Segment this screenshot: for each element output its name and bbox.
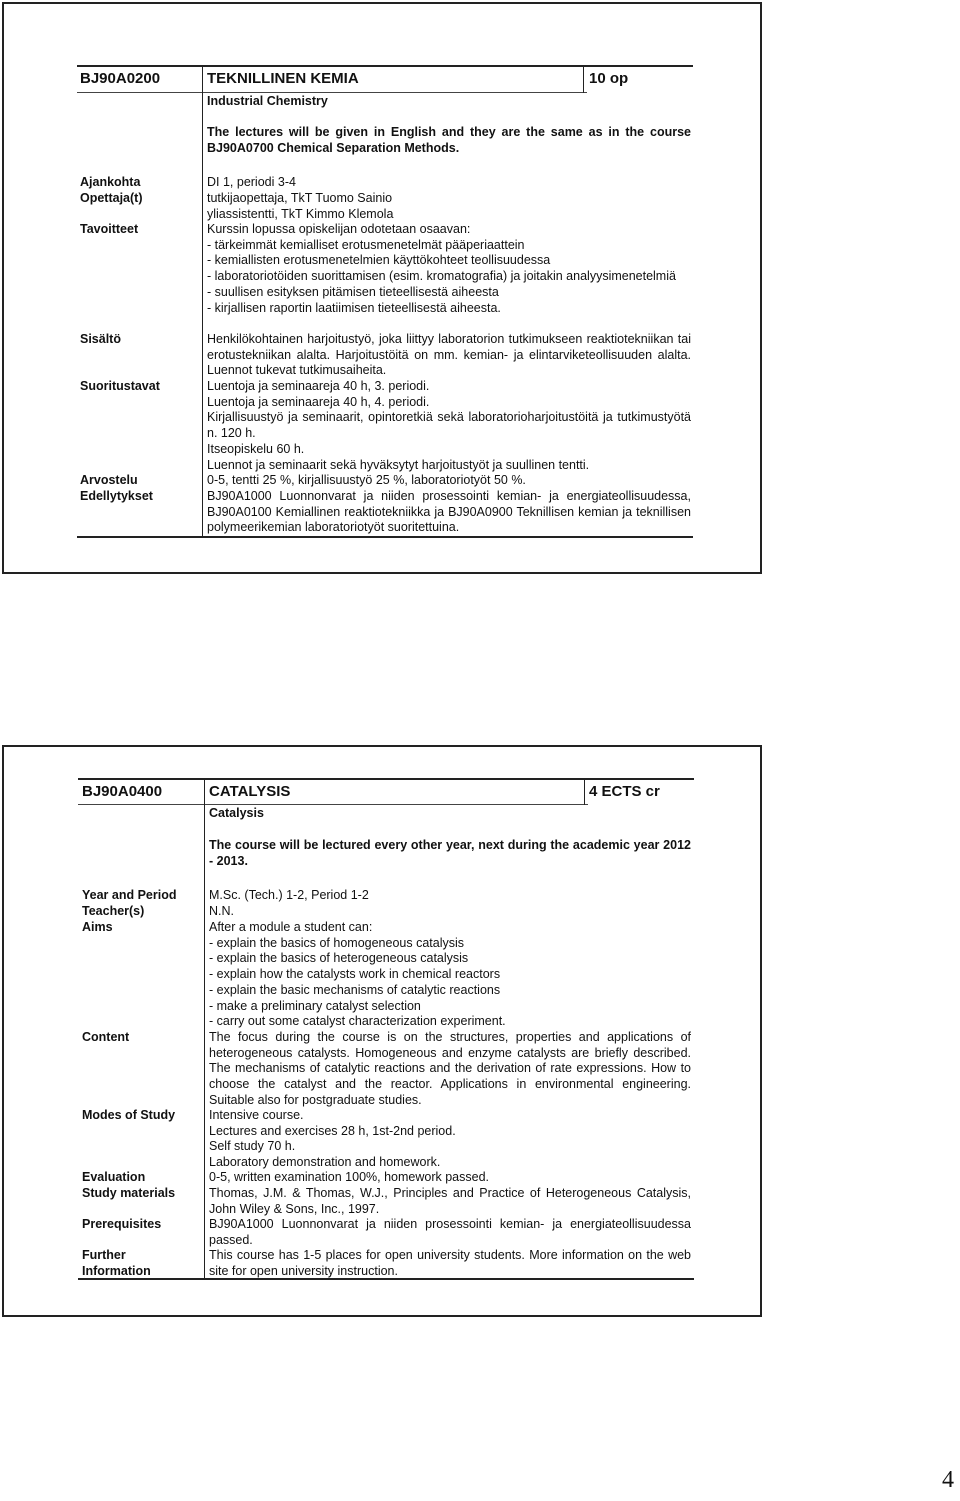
value-line: Lectures and exercises 28 h, 1st-2nd period. bbox=[209, 1123, 456, 1138]
value-line: Kurssin lopussa opiskelijan odotetaan osaavan: bbox=[207, 222, 471, 236]
value-line: Luentoja ja seminaareja 40 h, 3. periodi. bbox=[207, 379, 430, 393]
value-line: 0-5, tentti 25 %, kirjallisuustyö 25 %, laboratoriotyöt 50 %. bbox=[207, 473, 526, 487]
value-line: Intensive course. bbox=[209, 1108, 304, 1122]
row-label: Opettaja(t) bbox=[80, 191, 143, 205]
course-credits: 10 op bbox=[589, 70, 629, 87]
row-label: Content bbox=[82, 1030, 130, 1044]
row-label: Teacher(s) bbox=[82, 904, 145, 918]
value-line: tutkijaopettaja, TkT Tuomo Sainio bbox=[207, 191, 393, 205]
credits-divider bbox=[583, 67, 584, 93]
value-line: BJ90A1000 Luonnonvarat ja niiden prosessointi kemian- ja energiateollisuudessa passed. bbox=[209, 1217, 691, 1247]
header-bottom-rule bbox=[78, 804, 588, 805]
row-label: Further Information bbox=[82, 1248, 151, 1278]
row-value bbox=[207, 473, 691, 489]
value-line: - suullisen esityksen pitämisen tieteellisestä aiheesta bbox=[207, 284, 499, 299]
header-top-rule bbox=[78, 778, 694, 780]
row-label: Sisältö bbox=[80, 332, 121, 346]
course-note: The course will be lectured every other year, next during the academic year 2012 - 2013. bbox=[209, 838, 691, 868]
value-line: 0-5, written examination 100%, homework passed. bbox=[209, 1170, 490, 1184]
row-value bbox=[209, 920, 691, 1030]
value-line: - carry out some catalyst characterization experiment. bbox=[209, 1014, 506, 1029]
row-value bbox=[207, 222, 691, 316]
row-label: Ajankohta bbox=[80, 175, 141, 189]
row-label: Prerequisites bbox=[82, 1217, 162, 1231]
table-bottom-rule bbox=[77, 536, 693, 538]
row-label: Modes of Study bbox=[82, 1108, 176, 1122]
value-line: - laboratoriotöiden suorittamisen (esim. kromatografia) ja joitakin analyysimenetelmiä bbox=[207, 269, 676, 284]
value-line: - tärkeimmät kemialliset erotusmenetelmät pääperiaattein bbox=[207, 237, 525, 252]
slide-1 bbox=[2, 2, 762, 574]
row-value bbox=[209, 1248, 691, 1279]
row-label: Evaluation bbox=[82, 1170, 146, 1184]
credits-divider bbox=[584, 780, 585, 805]
value-line: Luennot ja seminaarit sekä hyväksytyt harjoitustyöt ja suullinen tentti. bbox=[207, 457, 590, 472]
value-line: Thomas, J.M. & Thomas, W.J., Principles and Practice of Heterogeneous Catalysis, John Wiley & Sons, Inc., 1997. bbox=[209, 1186, 691, 1216]
value-line: This course has 1-5 places for open university students. More information on the web site for open university instruction. bbox=[209, 1248, 691, 1278]
course-credits: 4 ECTS cr bbox=[589, 783, 660, 800]
value-line: - explain how the catalysts work in chemical reactors bbox=[209, 967, 501, 982]
course-note: The lectures will be given in English and they are the same as in the course BJ90A0700 Chemical Separation Methods. bbox=[207, 125, 691, 155]
row-label: Tavoitteet bbox=[80, 222, 139, 236]
course-subtitle: Industrial Chemistry bbox=[207, 94, 328, 108]
value-line: - make a preliminary catalyst selection bbox=[209, 998, 421, 1013]
row-value bbox=[207, 191, 691, 222]
value-line: - explain the basics of heterogeneous catalysis bbox=[209, 951, 469, 966]
row-label: Suoritustavat bbox=[80, 379, 160, 393]
row-value bbox=[207, 489, 691, 536]
row-value bbox=[209, 1108, 691, 1171]
value-line: Laboratory demonstration and homework. bbox=[209, 1155, 441, 1170]
row-value bbox=[209, 1186, 691, 1217]
slide-2 bbox=[2, 745, 762, 1317]
row-value bbox=[209, 1170, 691, 1186]
page-number: 4 bbox=[942, 1467, 954, 1493]
course-title: TEKNILLINEN KEMIA bbox=[207, 70, 359, 87]
row-value bbox=[209, 904, 691, 920]
row-value bbox=[207, 379, 691, 473]
row-value bbox=[207, 332, 691, 379]
value-line: N.N. bbox=[209, 904, 234, 918]
row-label: Edellytykset bbox=[80, 489, 153, 503]
value-line: yliassistentti, TkT Kimmo Klemola bbox=[207, 206, 394, 221]
column-divider bbox=[202, 67, 203, 538]
row-value bbox=[209, 888, 691, 904]
column-divider bbox=[204, 780, 205, 1280]
row-label: Study materials bbox=[82, 1186, 176, 1200]
value-line: After a module a student can: bbox=[209, 920, 373, 934]
row-label: Aims bbox=[82, 920, 113, 934]
course-code: BJ90A0400 bbox=[82, 783, 163, 800]
header-bottom-rule bbox=[77, 92, 587, 93]
value-line: - kemiallisten erotusmenetelmien käyttökohteet teollisuudessa bbox=[207, 253, 551, 268]
course-code: BJ90A0200 bbox=[80, 70, 161, 87]
value-line: BJ90A1000 Luonnonvarat ja niiden prosessointi kemian- ja energiateollisuudessa, BJ90A0100 Kemiallinen reaktiotekniikka ja BJ90A0900 Teknillisen kemian ja teknillisen polymeerikemian laboratoriotyöt suoritettuina. bbox=[207, 489, 691, 535]
row-value bbox=[209, 1217, 691, 1248]
row-value bbox=[209, 1030, 691, 1109]
value-line: DI 1, periodi 3-4 bbox=[207, 175, 296, 189]
value-line: Henkilökohtainen harjoitustyö, joka liittyy laboratorion tutkimukseen reaktiotekniikan tai erotustekniikan alalta. Harjoitustöitä on mm. kemian- ja elintarviketeollisuuden alalta. Luennot tukevat tutkimusaiheita. bbox=[207, 332, 691, 378]
course-subtitle: Catalysis bbox=[209, 806, 264, 820]
row-label: Arvostelu bbox=[80, 473, 138, 487]
value-line: Itseopiskelu 60 h. bbox=[207, 441, 305, 456]
value-line: Kirjallisuustyö ja seminaarit, opintoretkiä sekä laboratorioharjoitustöitä ja tutkimustyötä n. 120 h. bbox=[207, 410, 691, 441]
header-top-rule bbox=[77, 65, 693, 67]
value-line: - kirjallisen raportin laatiimisen tieteellisestä aiheesta. bbox=[207, 300, 501, 315]
value-line: Luentoja ja seminaareja 40 h, 4. periodi. bbox=[207, 394, 430, 409]
row-label: Year and Period bbox=[82, 888, 177, 902]
value-line: - explain the basic mechanisms of catalytic reactions bbox=[209, 982, 501, 997]
value-line: The focus during the course is on the structures, properties and applications of heterogeneous catalysts. Homogeneous and enzyme catalysts are briefly described. The mechanisms of catalytic reactions and the derivation of rate expressions. How to choose the catalyst and the reactor. Applications in environmental engineering. Suitable also for postgraduate studies. bbox=[209, 1030, 691, 1107]
row-value bbox=[207, 175, 691, 191]
value-line: Self study 70 h. bbox=[209, 1139, 296, 1154]
value-line: - explain the basics of homogeneous catalysis bbox=[209, 935, 465, 950]
value-line: M.Sc. (Tech.) 1-2, Period 1-2 bbox=[209, 888, 369, 902]
course-title: CATALYSIS bbox=[209, 783, 291, 800]
